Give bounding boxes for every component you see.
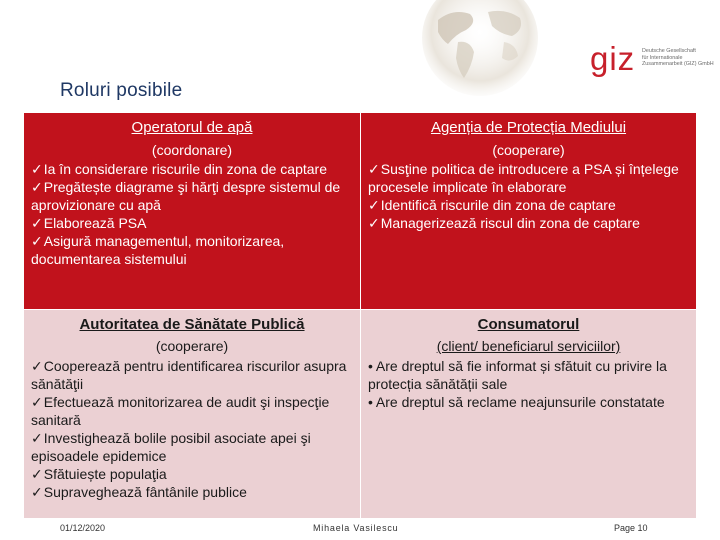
cell-water-operator	[24, 113, 360, 309]
list-item: ✓ Cooperează pentru identificarea riscurilor asupra sănătăţii	[31, 357, 354, 393]
giz-logo-line: Deutsche Gesellschaft	[642, 48, 696, 54]
giz-logo-mark: giz	[590, 40, 636, 77]
footer-date: 01/12/2020	[60, 523, 106, 533]
cell-heading: Operatorul de apă	[131, 119, 253, 136]
cell-role: (cooperare)	[155, 338, 229, 354]
cell-environment-agency	[361, 113, 696, 309]
list-item: ✓ Asigură managementul, monitorizarea, documentarea sistemului	[31, 232, 354, 268]
list-item: ✓ Identifică riscurile din zona de captare	[368, 196, 690, 214]
cell-role: (cooperare)	[492, 142, 565, 158]
globe-image	[408, 0, 558, 100]
list-item: ✓ Investighează bolile posibil asociate apei şi episoadele epidemice	[31, 429, 354, 465]
cell-consumer	[361, 310, 696, 518]
giz-logo-line: für Internationale	[642, 54, 683, 61]
footer-author: Mihaela Vasilescu	[313, 523, 399, 533]
list-item: ✓ Elaborează PSA	[31, 214, 354, 232]
cell-item-list	[24, 160, 360, 268]
list-item: ✓ Ia în considerare riscurile din zona de captare	[31, 160, 354, 178]
giz-logo-line: Zusammenarbeit (GIZ) GmbH	[642, 61, 714, 68]
cell-public-health-authority	[24, 310, 360, 518]
cell-item-list	[361, 357, 696, 411]
cell-heading: Agenția de Protecția Mediului	[430, 119, 627, 136]
footer-page-number: Page 10	[614, 523, 648, 533]
cell-item-list	[24, 357, 360, 501]
list-item: • Are dreptul să reclame neajunsurile constatate	[368, 393, 690, 411]
list-item: ✓ Supraveghează fântânile publice	[31, 483, 354, 501]
list-item: • Are dreptul să fie informat și sfătuit cu privire la protecția sănătății sale	[368, 357, 690, 393]
list-item: ✓ Sfătuiește populaţia	[31, 465, 354, 483]
giz-logo-text	[642, 48, 720, 68]
cell-item-list	[361, 160, 696, 232]
list-item: ✓ Efectuează monitorizarea de audit şi inspecţie sanitară	[31, 393, 354, 429]
slide-title: Roluri posibile	[60, 80, 183, 101]
cell-role: (client/ beneficiarul serviciilor)	[436, 338, 621, 354]
list-item: ✓ Pregătește diagrame şi hărţi despre sistemul de aprovizionare cu apă	[31, 178, 354, 214]
cell-heading: Consumatorul	[477, 316, 580, 333]
list-item: ✓ Susţine politica de introducere a PSA și înțelege procesele implicate în elaborare	[368, 160, 690, 196]
cell-heading: Autoritatea de Sănătate Publică	[79, 316, 305, 333]
cell-role: (coordonare)	[151, 142, 233, 158]
list-item: ✓ Managerizează riscul din zona de captare	[368, 214, 690, 232]
